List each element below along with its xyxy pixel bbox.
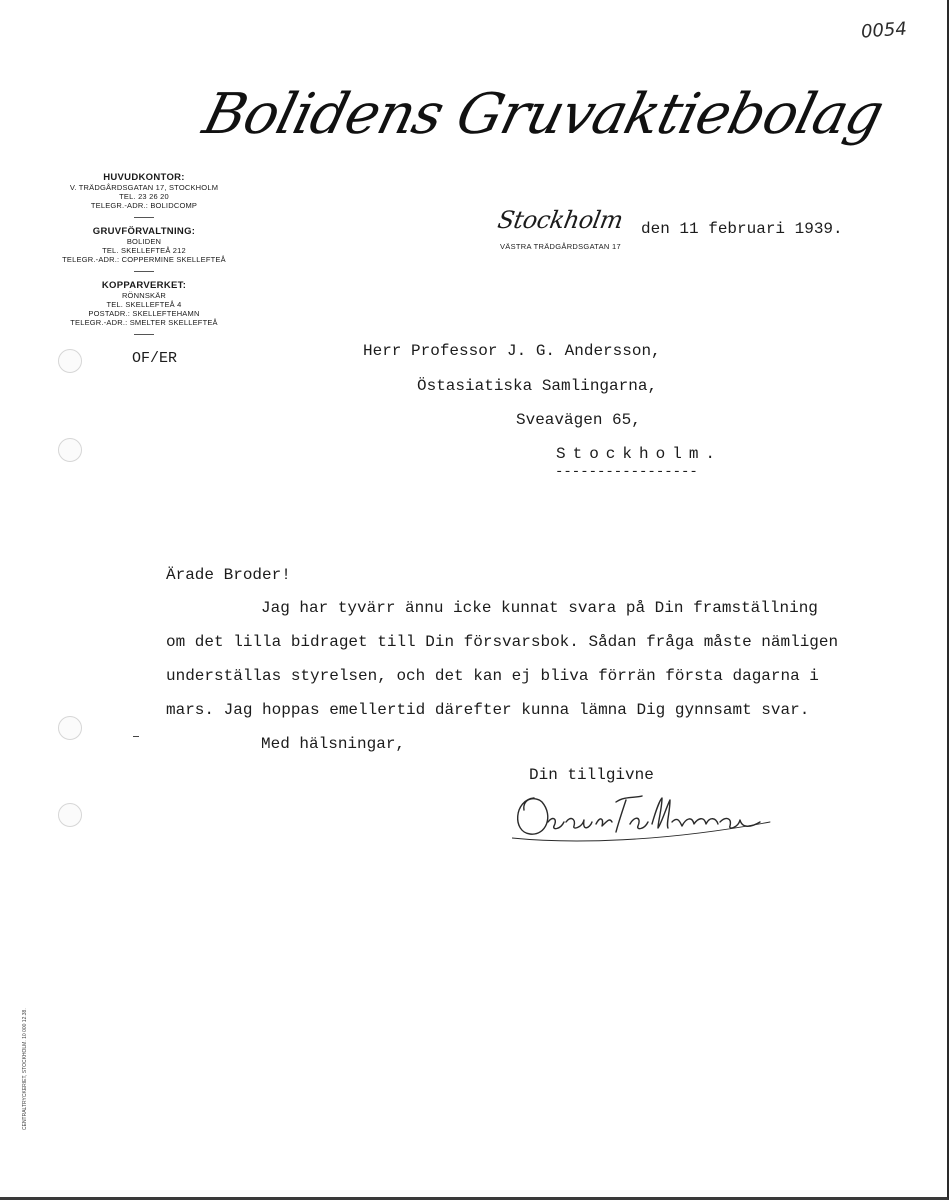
letter-date: den 11 februari 1939. <box>641 220 843 238</box>
punch-hole <box>58 438 82 462</box>
section-line: TEL. 23 26 20 <box>119 192 169 201</box>
handwritten-signature <box>512 788 772 848</box>
section-heading: HUVUDKONTOR: <box>103 172 185 183</box>
section-line: TELEGR.-ADR.: BOLIDCOMP <box>90 201 198 210</box>
section-line: TEL. SKELLEFTEÅ 212 <box>102 246 186 255</box>
closing-greeting: Med hälsningar, <box>261 735 406 753</box>
copper-works-section <box>34 280 254 327</box>
salutation: Ärade Broder! <box>166 566 291 584</box>
punch-hole <box>58 803 82 827</box>
punch-hole <box>58 349 82 373</box>
printer-imprint <box>22 1010 34 1130</box>
recipient-name: Herr Professor J. G. Andersson, <box>363 342 661 360</box>
section-line: POSTADR.: SKELLEFTEHAMN <box>88 309 200 318</box>
stray-mark <box>133 736 139 737</box>
company-address-block <box>34 172 254 343</box>
city-name: Stockholm <box>495 206 625 234</box>
section-line: TELEGR.-ADR.: SMELTER SKELLEFTEÅ <box>70 318 218 327</box>
archive-number: 0054 <box>860 18 908 43</box>
punch-hole <box>58 716 82 740</box>
mine-administration-section <box>34 226 254 264</box>
section-line: V. TRÄDGÅRDSGATAN 17, STOCKHOLM <box>69 183 219 192</box>
section-divider <box>134 217 154 218</box>
body-paragraph-line: Jag har tyvärr ännu icke kunnat svara på Din framställning <box>261 599 818 617</box>
recipient-street: Sveavägen 65, <box>516 411 641 429</box>
printer-imprint-text: CENTRALTRYCKERIET, STOCKHOLM. 10 000 12.38. <box>22 1008 28 1130</box>
company-letterhead-title: Bolidens Gruvaktiebolag <box>196 82 890 147</box>
city-address: VÄSTRA TRÄDGÅRDSGATAN 17 <box>500 242 621 251</box>
recipient-city: Stockholm. <box>556 445 723 463</box>
valediction: Din tillgivne <box>529 766 654 784</box>
body-paragraph-line: underställas styrelsen, och det kan ej bliva förrän första dagarna i <box>166 667 819 685</box>
section-line: RÖNNSKÄR <box>121 291 167 300</box>
recipient-institution: Östasiatiska Samlingarna, <box>417 377 658 395</box>
section-line: TEL. SKELLEFTEÅ 4 <box>106 300 182 309</box>
section-line: TELEGR.-ADR.: COPPERMINE SKELLEFTEÅ <box>62 255 226 264</box>
section-heading: KOPPARVERKET: <box>101 280 187 291</box>
reference-code: OF/ER <box>132 350 178 367</box>
body-paragraph-line: om det lilla bidraget till Din försvarsbok. Sådan fråga måste nämligen <box>166 633 839 651</box>
section-divider <box>134 334 154 335</box>
head-office-section <box>34 172 254 210</box>
recipient-city-underline: ----------------- <box>555 464 698 480</box>
section-divider <box>134 271 154 272</box>
body-paragraph-line: mars. Jag hoppas emellertid därefter kunna lämna Dig gynnsamt svar. <box>166 701 810 719</box>
section-heading: GRUVFÖRVALTNING: <box>92 226 196 237</box>
section-line: BOLIDEN <box>126 237 162 246</box>
